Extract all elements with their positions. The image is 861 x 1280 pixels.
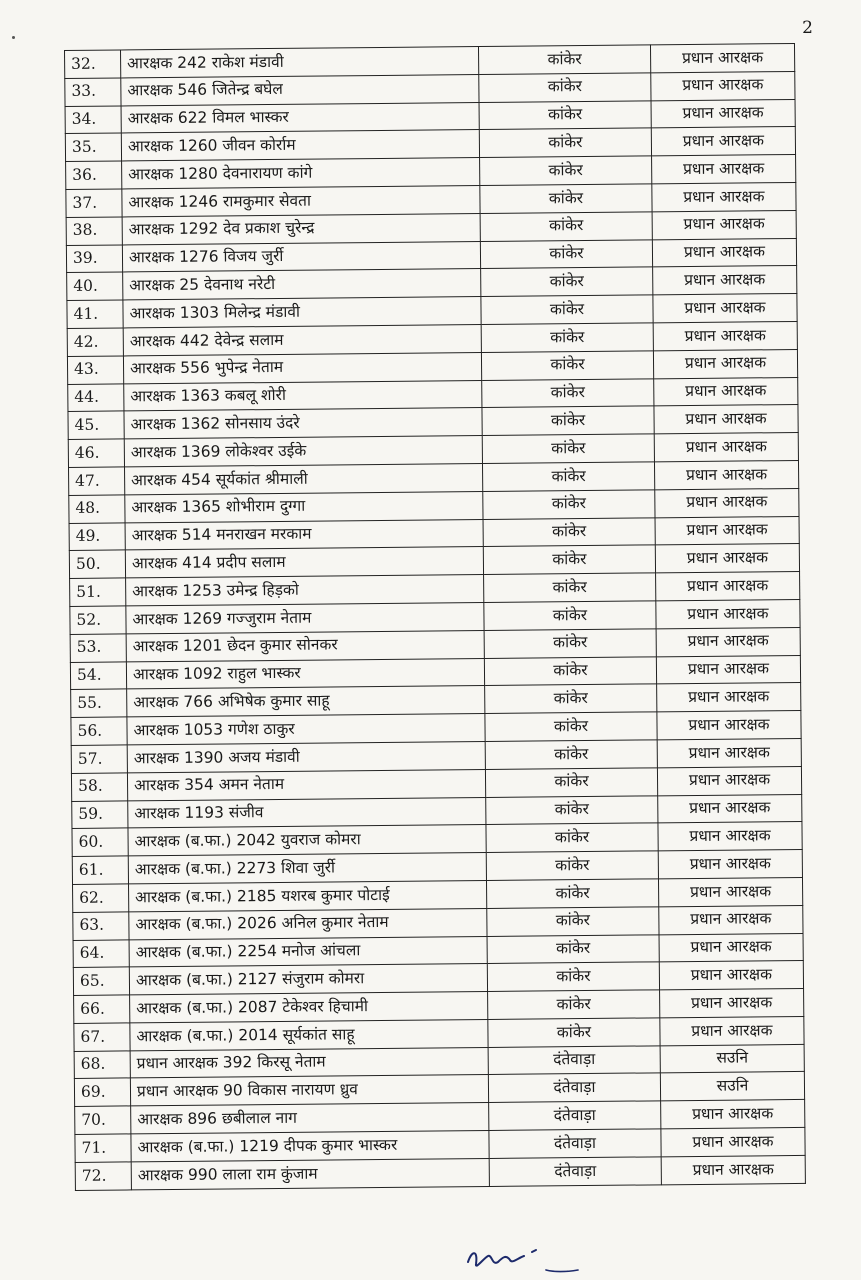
district-cell: कांकेर <box>484 601 656 630</box>
name-cell: आरक्षक 354 अमन नेताम <box>127 769 485 800</box>
district-cell: कांकेर <box>479 128 651 157</box>
name-cell: आरक्षक 1193 संजीव <box>128 797 486 828</box>
rank-cell: प्रधान आरक्षक <box>654 377 798 406</box>
name-cell: आरक्षक 1246 रामकुमार सेवता <box>122 185 480 216</box>
rank-cell: प्रधान आरक्षक <box>656 655 800 684</box>
name-cell: आरक्षक 766 अभिषेक कुमार साहू <box>127 686 485 717</box>
rank-cell: प्रधान आरक्षक <box>656 627 800 656</box>
serial-number-cell: 47. <box>69 467 125 495</box>
district-cell: कांकेर <box>482 378 654 407</box>
district-cell: कांकेर <box>483 490 655 519</box>
serial-number-cell: 55. <box>71 689 127 717</box>
rank-cell: प्रधान आरक्षक <box>652 155 796 184</box>
district-cell: कांकेर <box>478 45 650 74</box>
district-cell: कांकेर <box>485 768 657 797</box>
rank-cell: प्रधान आरक्षक <box>654 405 798 434</box>
serial-number-cell: 65. <box>73 967 129 995</box>
serial-number-cell: 42. <box>67 328 123 356</box>
serial-number-cell: 61. <box>72 856 128 884</box>
rank-cell: प्रधान आरक्षक <box>658 794 802 823</box>
name-cell: आरक्षक 442 देवेन्द्र सलाम <box>123 324 481 355</box>
district-cell: दंतेवाड़ा <box>489 1101 661 1130</box>
rank-cell: प्रधान आरक्षक <box>657 683 801 712</box>
name-cell: आरक्षक 242 राकेश मंडावी <box>121 47 479 78</box>
district-cell: कांकेर <box>483 517 655 546</box>
rank-cell: प्रधान आरक्षक <box>655 544 799 573</box>
rank-cell: प्रधान आरक्षक <box>653 266 797 295</box>
district-cell: कांकेर <box>480 156 652 185</box>
name-cell: आरक्षक 896 छबीलाल नाग <box>131 1103 489 1134</box>
serial-number-cell: 64. <box>73 939 129 967</box>
rank-cell: प्रधान आरक्षक <box>657 738 801 767</box>
district-cell: कांकेर <box>481 267 653 296</box>
district-cell: कांकेर <box>480 184 652 213</box>
name-cell: आरक्षक 1369 लोकेश्वर उईके <box>124 436 482 467</box>
rank-cell: प्रधान आरक्षक <box>656 599 800 628</box>
district-cell: दंतेवाड़ा <box>488 1046 660 1075</box>
name-cell: आरक्षक 1269 गज्जुराम नेताम <box>126 602 484 633</box>
promotion-list-table <box>64 43 806 1191</box>
table-body <box>65 43 806 1190</box>
district-cell: कांकेर <box>487 907 659 936</box>
name-cell: आरक्षक 622 विमल भास्कर <box>121 102 479 133</box>
district-cell: कांकेर <box>482 406 654 435</box>
district-cell: कांकेर <box>485 712 657 741</box>
name-cell: आरक्षक 1201 छेदन कुमार सोनकर <box>126 630 484 661</box>
rank-cell: प्रधान आरक्षक <box>651 127 795 156</box>
name-cell: आरक्षक 546 जितेन्द्र बघेल <box>121 74 479 105</box>
serial-number-cell: 63. <box>73 912 129 940</box>
rank-cell: प्रधान आरक्षक <box>659 961 803 990</box>
serial-number-cell: 38. <box>66 217 122 245</box>
serial-number-cell: 52. <box>70 606 126 634</box>
name-cell: आरक्षक 1092 राहुल भास्कर <box>126 658 484 689</box>
serial-number-cell: 70. <box>75 1106 131 1134</box>
serial-number-cell: 49. <box>69 522 125 550</box>
rank-cell: प्रधान आरक्षक <box>650 43 794 72</box>
serial-number-cell: 54. <box>70 661 126 689</box>
rank-cell: प्रधान आरक्षक <box>652 238 796 267</box>
district-cell: कांकेर <box>481 323 653 352</box>
district-cell: कांकेर <box>485 740 657 769</box>
serial-number-cell: 43. <box>67 356 123 384</box>
rank-cell: प्रधान आरक्षक <box>654 433 798 462</box>
district-cell: दंतेवाड़ा <box>488 1073 660 1102</box>
serial-number-cell: 40. <box>67 272 123 300</box>
name-cell: आरक्षक 454 सूर्यकांत श्रीमाली <box>125 463 483 494</box>
name-cell: प्रधान आरक्षक 90 विकास नारायण ध्रुव <box>130 1075 488 1106</box>
district-cell: कांकेर <box>486 879 658 908</box>
rank-cell: प्रधान आरक्षक <box>658 822 802 851</box>
district-cell: कांकेर <box>482 462 654 491</box>
serial-number-cell: 60. <box>72 828 128 856</box>
rank-cell: प्रधान आरक्षक <box>653 321 797 350</box>
district-cell: दंतेवाड़ा <box>489 1129 661 1158</box>
rank-cell: प्रधान आरक्षक <box>657 766 801 795</box>
rank-cell: प्रधान आरक्षक <box>655 516 799 545</box>
serial-number-cell: 69. <box>74 1078 130 1106</box>
rank-cell: प्रधान आरक्षक <box>656 572 800 601</box>
name-cell: आरक्षक (ब.फा.) 2026 अनिल कुमार नेताम <box>129 908 487 939</box>
rank-cell: प्रधान आरक्षक <box>651 99 795 128</box>
name-cell: आरक्षक 1053 गणेश ठाकुर <box>127 714 485 745</box>
serial-number-cell: 68. <box>74 1051 130 1079</box>
serial-number-cell: 46. <box>68 439 124 467</box>
name-cell: आरक्षक (ब.फा.) 1219 दीपक कुमार भास्कर <box>131 1131 489 1162</box>
serial-number-cell: 36. <box>66 161 122 189</box>
name-cell: आरक्षक (ब.फा.) 2254 मनोज आंचला <box>129 936 487 967</box>
serial-number-cell: 39. <box>66 245 122 273</box>
name-cell: आरक्षक 1362 सोनसाय उंदरे <box>124 408 482 439</box>
serial-number-cell: 62. <box>73 884 129 912</box>
name-cell: आरक्षक (ब.फा.) 2087 टेकेश्वर हिचामी <box>130 992 488 1023</box>
district-cell: कांकेर <box>484 656 656 685</box>
rank-cell: प्रधान आरक्षक <box>653 349 797 378</box>
district-cell: कांकेर <box>484 629 656 658</box>
rank-cell: प्रधान आरक्षक <box>660 1016 804 1045</box>
rank-cell: प्रधान आरक्षक <box>661 1155 805 1184</box>
district-cell: कांकेर <box>486 823 658 852</box>
district-cell: कांकेर <box>481 351 653 380</box>
district-cell: कांकेर <box>486 851 658 880</box>
serial-number-cell: 56. <box>71 717 127 745</box>
name-cell: आरक्षक (ब.फा.) 2273 शिवा जुर्री <box>128 853 486 884</box>
rank-cell: प्रधान आरक्षक <box>653 294 797 323</box>
rank-cell: प्रधान आरक्षक <box>658 850 802 879</box>
name-cell: आरक्षक 1280 देवनारायण कांगे <box>122 158 480 189</box>
district-cell: कांकेर <box>483 545 655 574</box>
name-cell: आरक्षक 25 देवनाथ नरेटी <box>123 269 481 300</box>
serial-number-cell: 51. <box>70 578 126 606</box>
name-cell: आरक्षक (ब.फा.) 2042 युवराज कोमरा <box>128 825 486 856</box>
name-cell: प्रधान आरक्षक 392 किरसू नेताम <box>130 1047 488 1078</box>
rank-cell: प्रधान आरक्षक <box>655 488 799 517</box>
district-cell: कांकेर <box>486 795 658 824</box>
serial-number-cell: 32. <box>65 50 121 78</box>
name-cell: आरक्षक 1390 अजय मंडावी <box>127 741 485 772</box>
district-cell: कांकेर <box>485 684 657 713</box>
serial-number-cell: 67. <box>74 1023 130 1051</box>
name-cell: आरक्षक 1253 उमेन्द्र हिड़को <box>126 575 484 606</box>
name-cell: आरक्षक 1365 शोभीराम दुग्गा <box>125 491 483 522</box>
serial-number-cell: 53. <box>70 634 126 662</box>
serial-number-cell: 58. <box>71 773 127 801</box>
serial-number-cell: 41. <box>67 300 123 328</box>
name-cell: आरक्षक (ब.फा.) 2014 सूर्यकांत साहू <box>130 1019 488 1050</box>
name-cell: आरक्षक 1363 कबलू शोरी <box>124 380 482 411</box>
name-cell: आरक्षक (ब.फा.) 2127 संजुराम कोमरा <box>129 964 487 995</box>
serial-number-cell: 57. <box>71 745 127 773</box>
name-cell: आरक्षक 1276 विजय जुर्री <box>122 241 480 272</box>
serial-number-cell: 34. <box>65 106 121 134</box>
district-cell: दंतेवाड़ा <box>489 1157 661 1186</box>
name-cell: आरक्षक 1303 मिलेन्द्र मंडावी <box>123 297 481 328</box>
district-cell: कांकेर <box>480 239 652 268</box>
rank-cell: प्रधान आरक्षक <box>652 182 796 211</box>
serial-number-cell: 33. <box>65 78 121 106</box>
district-cell: कांकेर <box>482 434 654 463</box>
serial-number-cell: 48. <box>69 495 125 523</box>
name-cell: आरक्षक 990 लाला राम कुंजाम <box>131 1158 489 1189</box>
district-cell: कांकेर <box>484 573 656 602</box>
district-cell: कांकेर <box>488 990 660 1019</box>
rank-cell: प्रधान आरक्षक <box>651 71 795 100</box>
serial-number-cell: 35. <box>65 133 121 161</box>
name-cell: आरक्षक (ब.फा.) 2185 यशरब कुमार पोटाई <box>129 880 487 911</box>
district-cell: कांकेर <box>488 1018 660 1047</box>
district-cell: कांकेर <box>479 73 651 102</box>
rank-cell: प्रधान आरक्षक <box>660 989 804 1018</box>
name-cell: आरक्षक 414 प्रदीप सलाम <box>125 547 483 578</box>
serial-number-cell: 37. <box>66 189 122 217</box>
page-number: 2 <box>802 18 813 38</box>
rank-cell: प्रधान आरक्षक <box>657 711 801 740</box>
rank-cell: प्रधान आरक्षक <box>661 1100 805 1129</box>
signature-mark <box>462 1236 582 1276</box>
district-cell: कांकेर <box>481 295 653 324</box>
scan-speck <box>12 36 15 39</box>
rank-cell: प्रधान आरक्षक <box>658 877 802 906</box>
name-cell: आरक्षक 1292 देव प्रकाश चुरेन्द्र <box>122 213 480 244</box>
rank-cell: प्रधान आरक्षक <box>659 905 803 934</box>
serial-number-cell: 50. <box>69 550 125 578</box>
name-cell: आरक्षक 1260 जीवन कोर्राम <box>121 130 479 161</box>
rank-cell: प्रधान आरक्षक <box>654 460 798 489</box>
district-cell: कांकेर <box>479 100 651 129</box>
rank-cell: सउनि <box>660 1072 804 1101</box>
rank-cell: प्रधान आरक्षक <box>659 933 803 962</box>
serial-number-cell: 59. <box>72 800 128 828</box>
district-cell: कांकेर <box>487 934 659 963</box>
district-cell: कांकेर <box>480 212 652 241</box>
rank-cell: प्रधान आरक्षक <box>652 210 796 239</box>
rank-cell: प्रधान आरक्षक <box>661 1128 805 1157</box>
serial-number-cell: 72. <box>75 1162 131 1190</box>
name-cell: आरक्षक 514 मनराखन मरकाम <box>125 519 483 550</box>
district-cell: कांकेर <box>487 962 659 991</box>
serial-number-cell: 44. <box>68 384 124 412</box>
serial-number-cell: 66. <box>74 995 130 1023</box>
rank-cell: सउनि <box>660 1044 804 1073</box>
serial-number-cell: 71. <box>75 1134 131 1162</box>
name-cell: आरक्षक 556 भुपेन्द्र नेताम <box>123 352 481 383</box>
table-row <box>75 1155 805 1190</box>
serial-number-cell: 45. <box>68 411 124 439</box>
